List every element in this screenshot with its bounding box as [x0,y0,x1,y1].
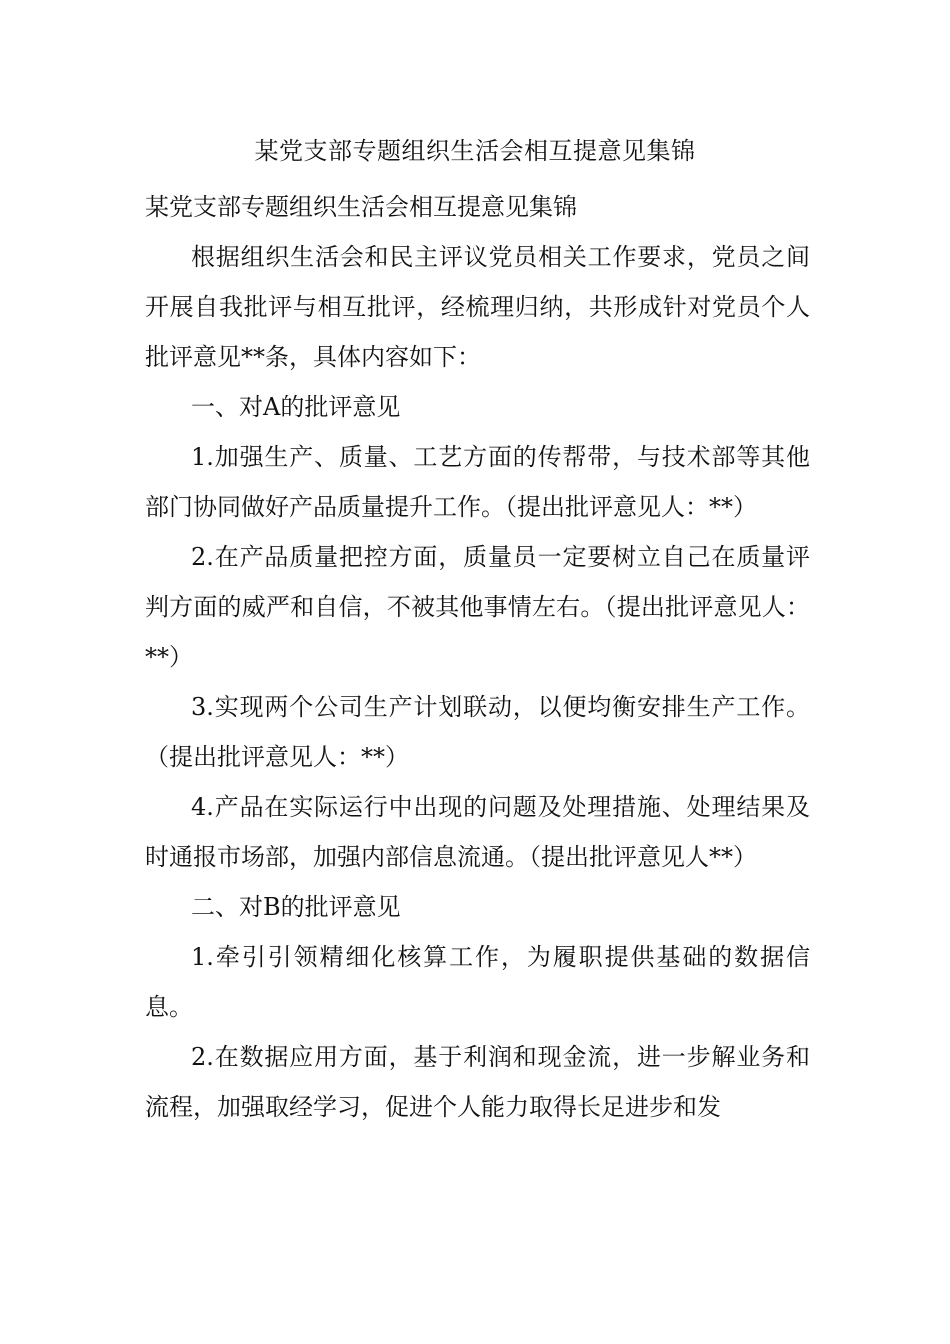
intro-paragraph: 根据组织生活会和民主评议党员相关工作要求，党员之间开展自我批评与相互批评，经梳理归纳，共形成针对党员个人批评意见**条，具体内容如下： [145,243,810,371]
section-b-heading: 二、对B的批评意见 [191,893,401,921]
section-a-item-4: 4.产品在实际运行中出现的问题及处理措施、处理结果及时通报市场部，加强内部信息流通。（提出批评意见人**） [145,793,810,871]
section-a-item-2: 2.在产品质量把控方面，质量员一定要树立自己在质量评判方面的威严和自信，不被其他事情左右。（提出批评意见人：**） [145,543,810,671]
document-subtitle: 某党支部专题组织生活会相互提意见集锦 [145,193,577,221]
section-a-item-3: 3.实现两个公司生产计划联动，以便均衡安排生产工作。（提出批评意见人：**） [145,693,810,771]
document-body [145,182,810,1132]
section-a-item-1: 1.加强生产、质量、工艺方面的传帮带，与技术部等其他部门协同做好产品质量提升工作。（提出批评意见人：**） [145,443,810,521]
section-b-item-1: 1.牵引引领精细化核算工作，为履职提供基础的数据信息。 [145,943,810,1021]
section-a-heading: 一、对A的批评意见 [191,393,401,421]
section-b-item-2: 2.在数据应用方面，基于利润和现金流，进一步解业务和流程，加强取经学习，促进个人能力取得长足进步和发 [145,1043,810,1121]
document-title: 某党支部专题组织生活会相互提意见集锦 [254,137,696,165]
